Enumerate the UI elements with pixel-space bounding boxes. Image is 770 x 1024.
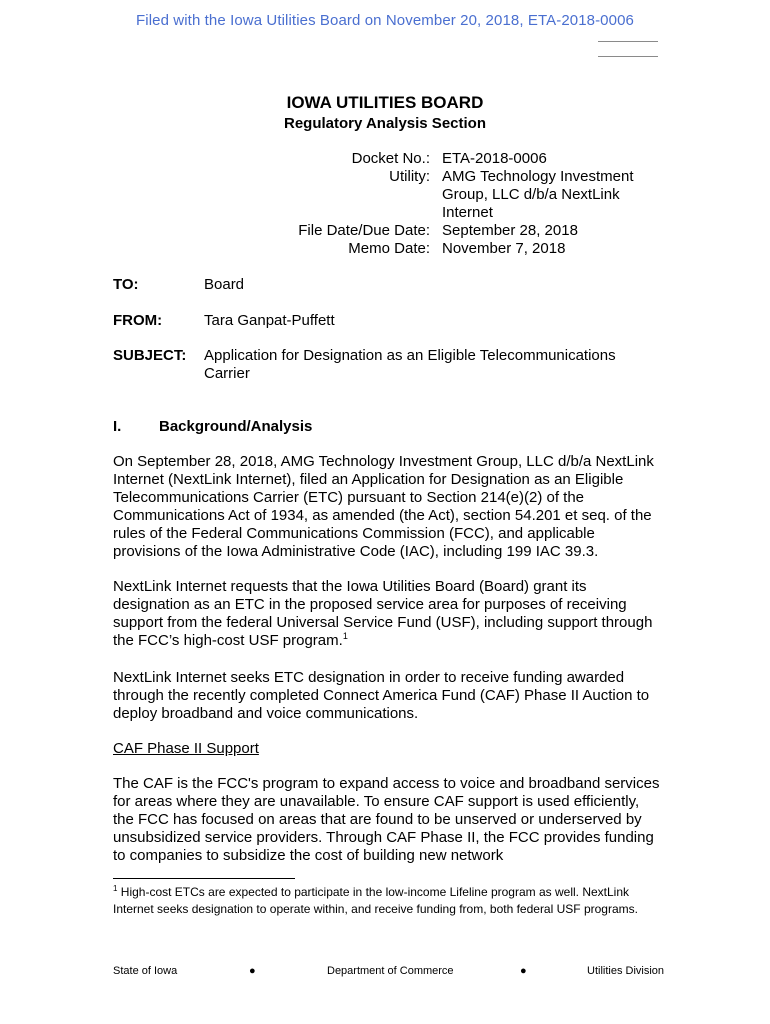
footer-center: Department of Commerce (327, 965, 454, 977)
section-heading-text: Background/Analysis (159, 418, 313, 435)
footer-right: Utilities Division (587, 965, 665, 977)
utility-value: AMG Technology Investment Group, LLC d/b/a NextLink Internet (442, 168, 634, 221)
footer-left: State of Iowa (113, 965, 178, 977)
file-date-value: September 28, 2018 (442, 222, 578, 239)
utility-label: Utility: (389, 168, 430, 185)
corner-rule (598, 56, 658, 57)
file-date-label: File Date/Due Date: (298, 222, 430, 239)
to-value: Board (204, 276, 245, 293)
memo-date-value: November 7, 2018 (442, 240, 566, 257)
footnote (113, 884, 660, 918)
section-number: I. (113, 418, 122, 435)
paragraph-funding: NextLink Internet seeks ETC designation in order to receive funding awarded through the recently completed Connect America Fund (CAF) Phase II Auction to deploy broadband and voice communications. (113, 669, 650, 722)
corner-rule (598, 41, 658, 42)
paragraph-caf: The CAF is the FCC's program to expand access to voice and broadband services for areas where they are unavailable. To ensure CAF support is used efficiently, the FCC has focused on areas that are found to be unserved or underserved by unsubsidized service providers. Through CAF Phase II, the FCC provides funding to companies to subsidize the cost of building new network (113, 775, 660, 864)
memo-date-label: Memo Date: (348, 240, 430, 257)
footnote-divider (113, 878, 295, 879)
subject-label: SUBJECT: (113, 347, 187, 364)
docket-value: ETA-2018-0006 (442, 150, 547, 167)
paragraph-request-text: NextLink Internet requests that the Iowa Utilities Board (Board) grant its designation as an ETC in the proposed service area for purposes of receiving support from the federal Universal Service Fund (USF), including support through the FCC’s high-cost USF program. (113, 578, 653, 649)
footnote-ref[interactable]: 1 (342, 631, 348, 641)
agency-title: IOWA UTILITIES BOARD (286, 93, 484, 112)
subject-value: Application for Designation as an Eligible Telecommunications Carrier (204, 347, 616, 382)
section-title: Regulatory Analysis Section (283, 115, 486, 132)
footnote-marker: 1 (113, 884, 118, 893)
from-value: Tara Ganpat-Puffett (204, 312, 335, 329)
paragraph-request (113, 578, 660, 650)
docket-label: Docket No.: (351, 150, 430, 167)
filing-stamp: Filed with the Iowa Utilities Board on November 20, 2018, ETA-2018-0006 (136, 12, 634, 29)
paragraph-background: On September 28, 2018, AMG Technology Investment Group, LLC d/b/a NextLink Internet (NextLink Internet), filed an Application for Designation as an Eligible Telecommunications Carrier (ETC) pursuant to Section 214(e)(2) of the Communications Act of 1934, as amended (the Act), section 54.201 et seq. of the rules of the Federal Communications Commission (FCC), and applicable provisions of the Iowa Administrative Code (IAC), including 199 IAC 39.3. (113, 453, 654, 560)
footer-bullet: ● (520, 965, 527, 977)
subheading-caf: CAF Phase II Support (113, 740, 259, 757)
footnote-text: High-cost ETCs are expected to participate in the low-income Lifeline program as well. NextLink Internet seeks designation to operate within, and receive funding from, both federal USF programs. (113, 885, 638, 916)
to-label: TO: (113, 276, 139, 293)
footer-bullet: ● (249, 965, 256, 977)
from-label: FROM: (113, 312, 163, 329)
